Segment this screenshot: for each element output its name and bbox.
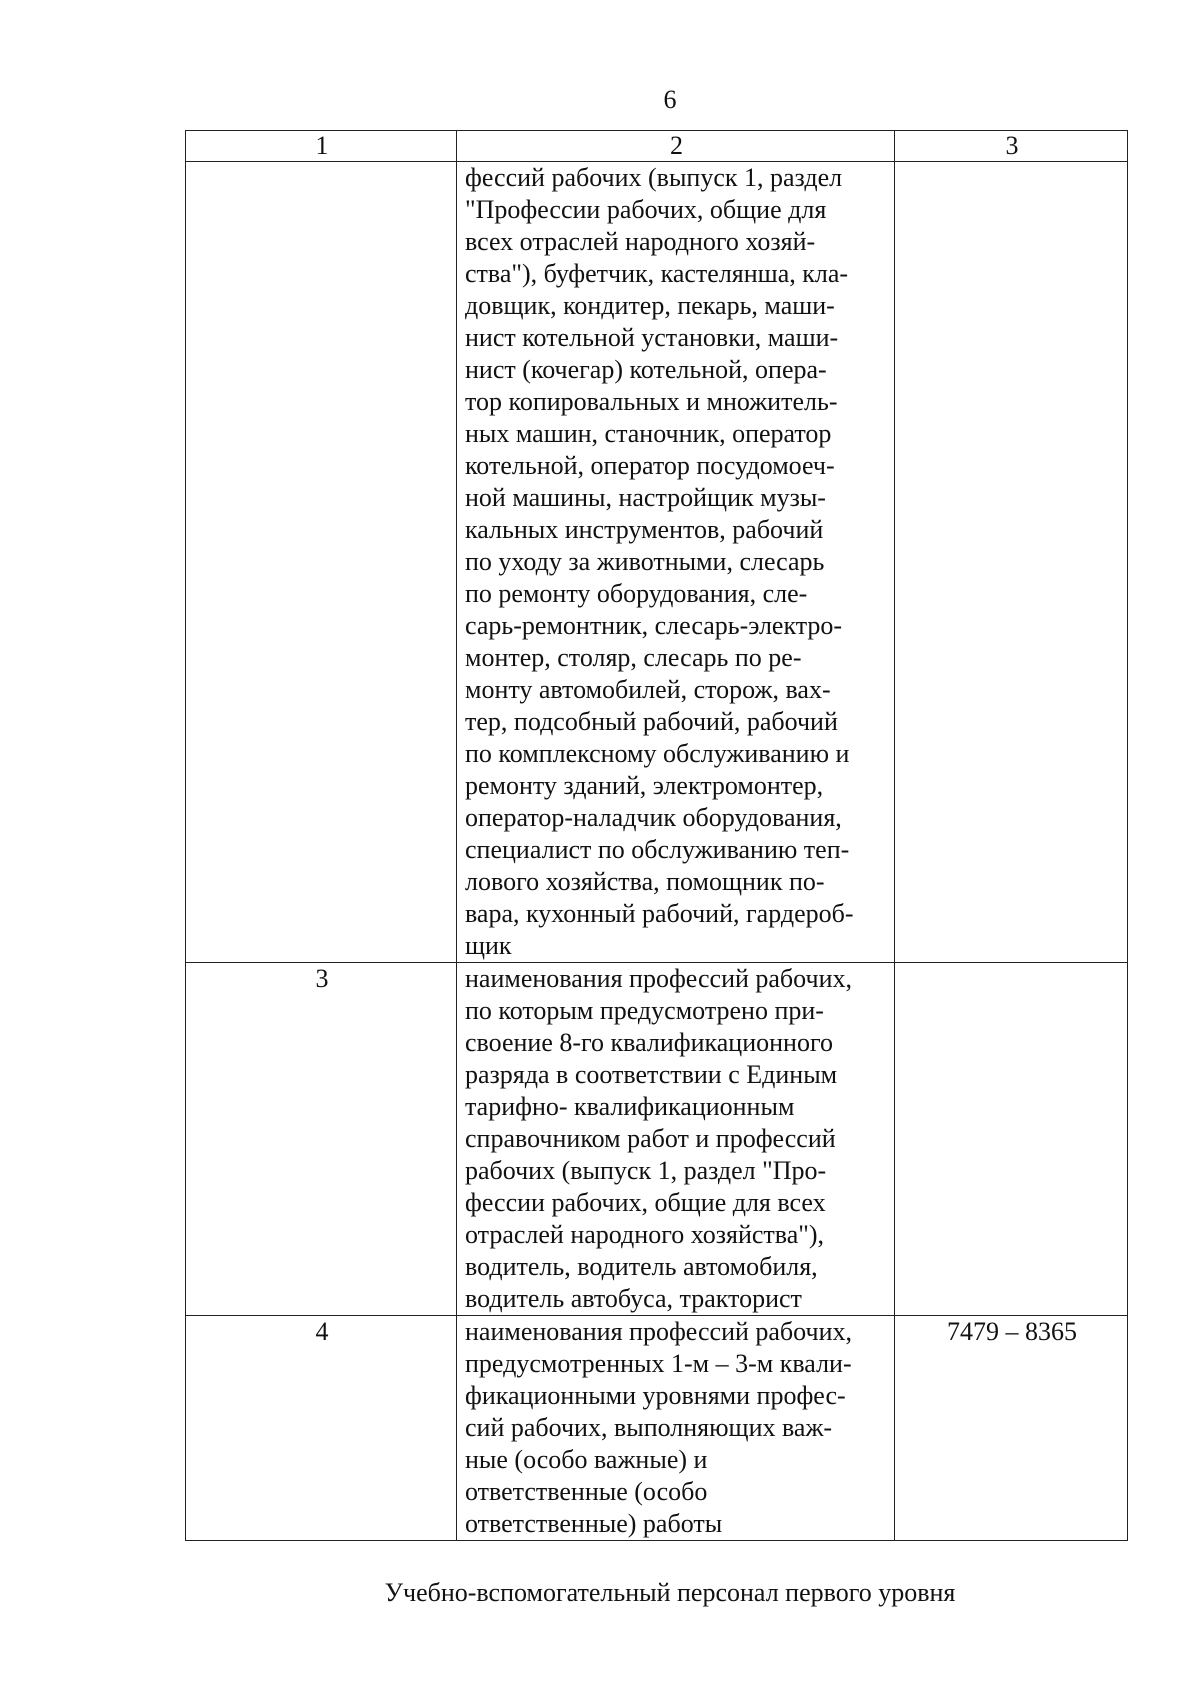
profession-text-line: ремонту зданий, электромонтер, xyxy=(465,771,824,800)
profession-text-line: лового хозяйства, помощник по- xyxy=(465,867,825,896)
profession-text-line: монту автомобилей, сторож, вах- xyxy=(465,675,831,704)
profession-text-line: по которым предусмотрено при- xyxy=(465,996,824,1025)
profession-text-line: щик xyxy=(465,931,512,960)
profession-text-line: кальных инструментов, рабочий xyxy=(465,515,824,544)
profession-text-line: водитель автобуса, тракторист xyxy=(465,1284,802,1313)
profession-text-line: специалист по обслуживанию теп- xyxy=(465,835,850,864)
profession-text-line: своение 8-го квалификационного xyxy=(465,1028,833,1057)
profession-text-line: по ремонту оборудования, сле- xyxy=(465,579,808,608)
profession-text-line: оператор-наладчик оборудования, xyxy=(465,803,842,832)
profession-text-line: по уходу за животными, слесарь xyxy=(465,547,825,576)
profession-text-line: ответственные) работы xyxy=(465,1509,723,1538)
profession-text-line: отраслей народного хозяйства"), xyxy=(465,1220,825,1249)
table-row xyxy=(186,963,1128,1316)
profession-text-line: разряда в соответствии с Единым xyxy=(465,1060,838,1089)
profession-text-line: всех отраслей народного хозяй- xyxy=(465,227,816,256)
profession-text-line: наименования профессий рабочих, xyxy=(465,1317,852,1346)
profession-text-line: ных машин, станочник, оператор xyxy=(465,419,832,448)
profession-text-line: ной машины, настройщик музы- xyxy=(465,483,826,512)
profession-text-line: тор копировальных и множитель- xyxy=(465,387,838,416)
profession-text-line: "Профессии рабочих, общие для xyxy=(465,195,827,224)
profession-text-line: довщик, кондитер, пекарь, маши- xyxy=(465,291,835,320)
profession-text-line: ства"), буфетчик, кастелянша, кла- xyxy=(465,259,849,288)
profession-list-cell xyxy=(457,1316,895,1541)
profession-text-line: наименования профессий рабочих, xyxy=(465,964,852,993)
column-header-3: 3 xyxy=(895,131,1128,162)
profession-text-line: вара, кухонный рабочий, гардероб- xyxy=(465,899,854,928)
profession-list-cell xyxy=(457,162,895,963)
table-header-row xyxy=(186,131,1128,162)
column-header-2: 2 xyxy=(457,131,895,162)
profession-text-line: ные (особо важные) и xyxy=(465,1445,708,1474)
profession-text-line: рабочих (выпуск 1, раздел "Про- xyxy=(465,1156,827,1185)
page-number: 6 xyxy=(663,85,677,114)
qualification-level-cell: 4 xyxy=(186,1316,457,1541)
salary-table xyxy=(185,130,1128,1541)
salary-range-cell xyxy=(895,963,1128,1316)
profession-text-line: водитель, водитель автомобиля, xyxy=(465,1252,818,1281)
profession-text-line: котельной, оператор посудомоеч- xyxy=(465,451,835,480)
profession-text-line: тарифно- квалификационным xyxy=(465,1092,795,1121)
profession-text-line: по комплексному обслуживанию и xyxy=(465,739,850,768)
profession-text-line: сарь-ремонтник, слесарь-электро- xyxy=(465,611,843,640)
qualification-level-cell: 3 xyxy=(186,963,457,1316)
qualification-level-cell xyxy=(186,162,457,963)
salary-range-cell: 7479 – 8365 xyxy=(895,1316,1128,1541)
profession-text-line: справочником работ и профессий xyxy=(465,1124,836,1153)
profession-text-line: монтер, столяр, слесарь по ре- xyxy=(465,643,802,672)
table-body xyxy=(186,162,1128,1541)
profession-text-line: тер, подсобный рабочий, рабочий xyxy=(465,707,838,736)
profession-text-line: фикационными уровнями профес- xyxy=(465,1381,846,1410)
profession-text-line: нист (кочегар) котельной, опера- xyxy=(465,355,827,384)
profession-text-line: фессии рабочих, общие для всех xyxy=(465,1188,826,1217)
section-heading: Учебно-вспомогательный персонал первого уровня xyxy=(384,1578,956,1607)
profession-text-line: фессий рабочих (выпуск 1, раздел xyxy=(465,163,843,192)
profession-text-line: ответственные (особо xyxy=(465,1477,708,1506)
profession-text-line: нист котельной установки, маши- xyxy=(465,323,839,352)
profession-list-cell xyxy=(457,963,895,1316)
profession-text-line: сий рабочих, выполняющих важ- xyxy=(465,1413,833,1442)
table-row xyxy=(186,1316,1128,1541)
profession-text-line: предусмотренных 1-м – 3-м квали- xyxy=(465,1349,852,1378)
salary-range-cell xyxy=(895,162,1128,963)
column-header-1: 1 xyxy=(186,131,457,162)
table-row xyxy=(186,162,1128,963)
